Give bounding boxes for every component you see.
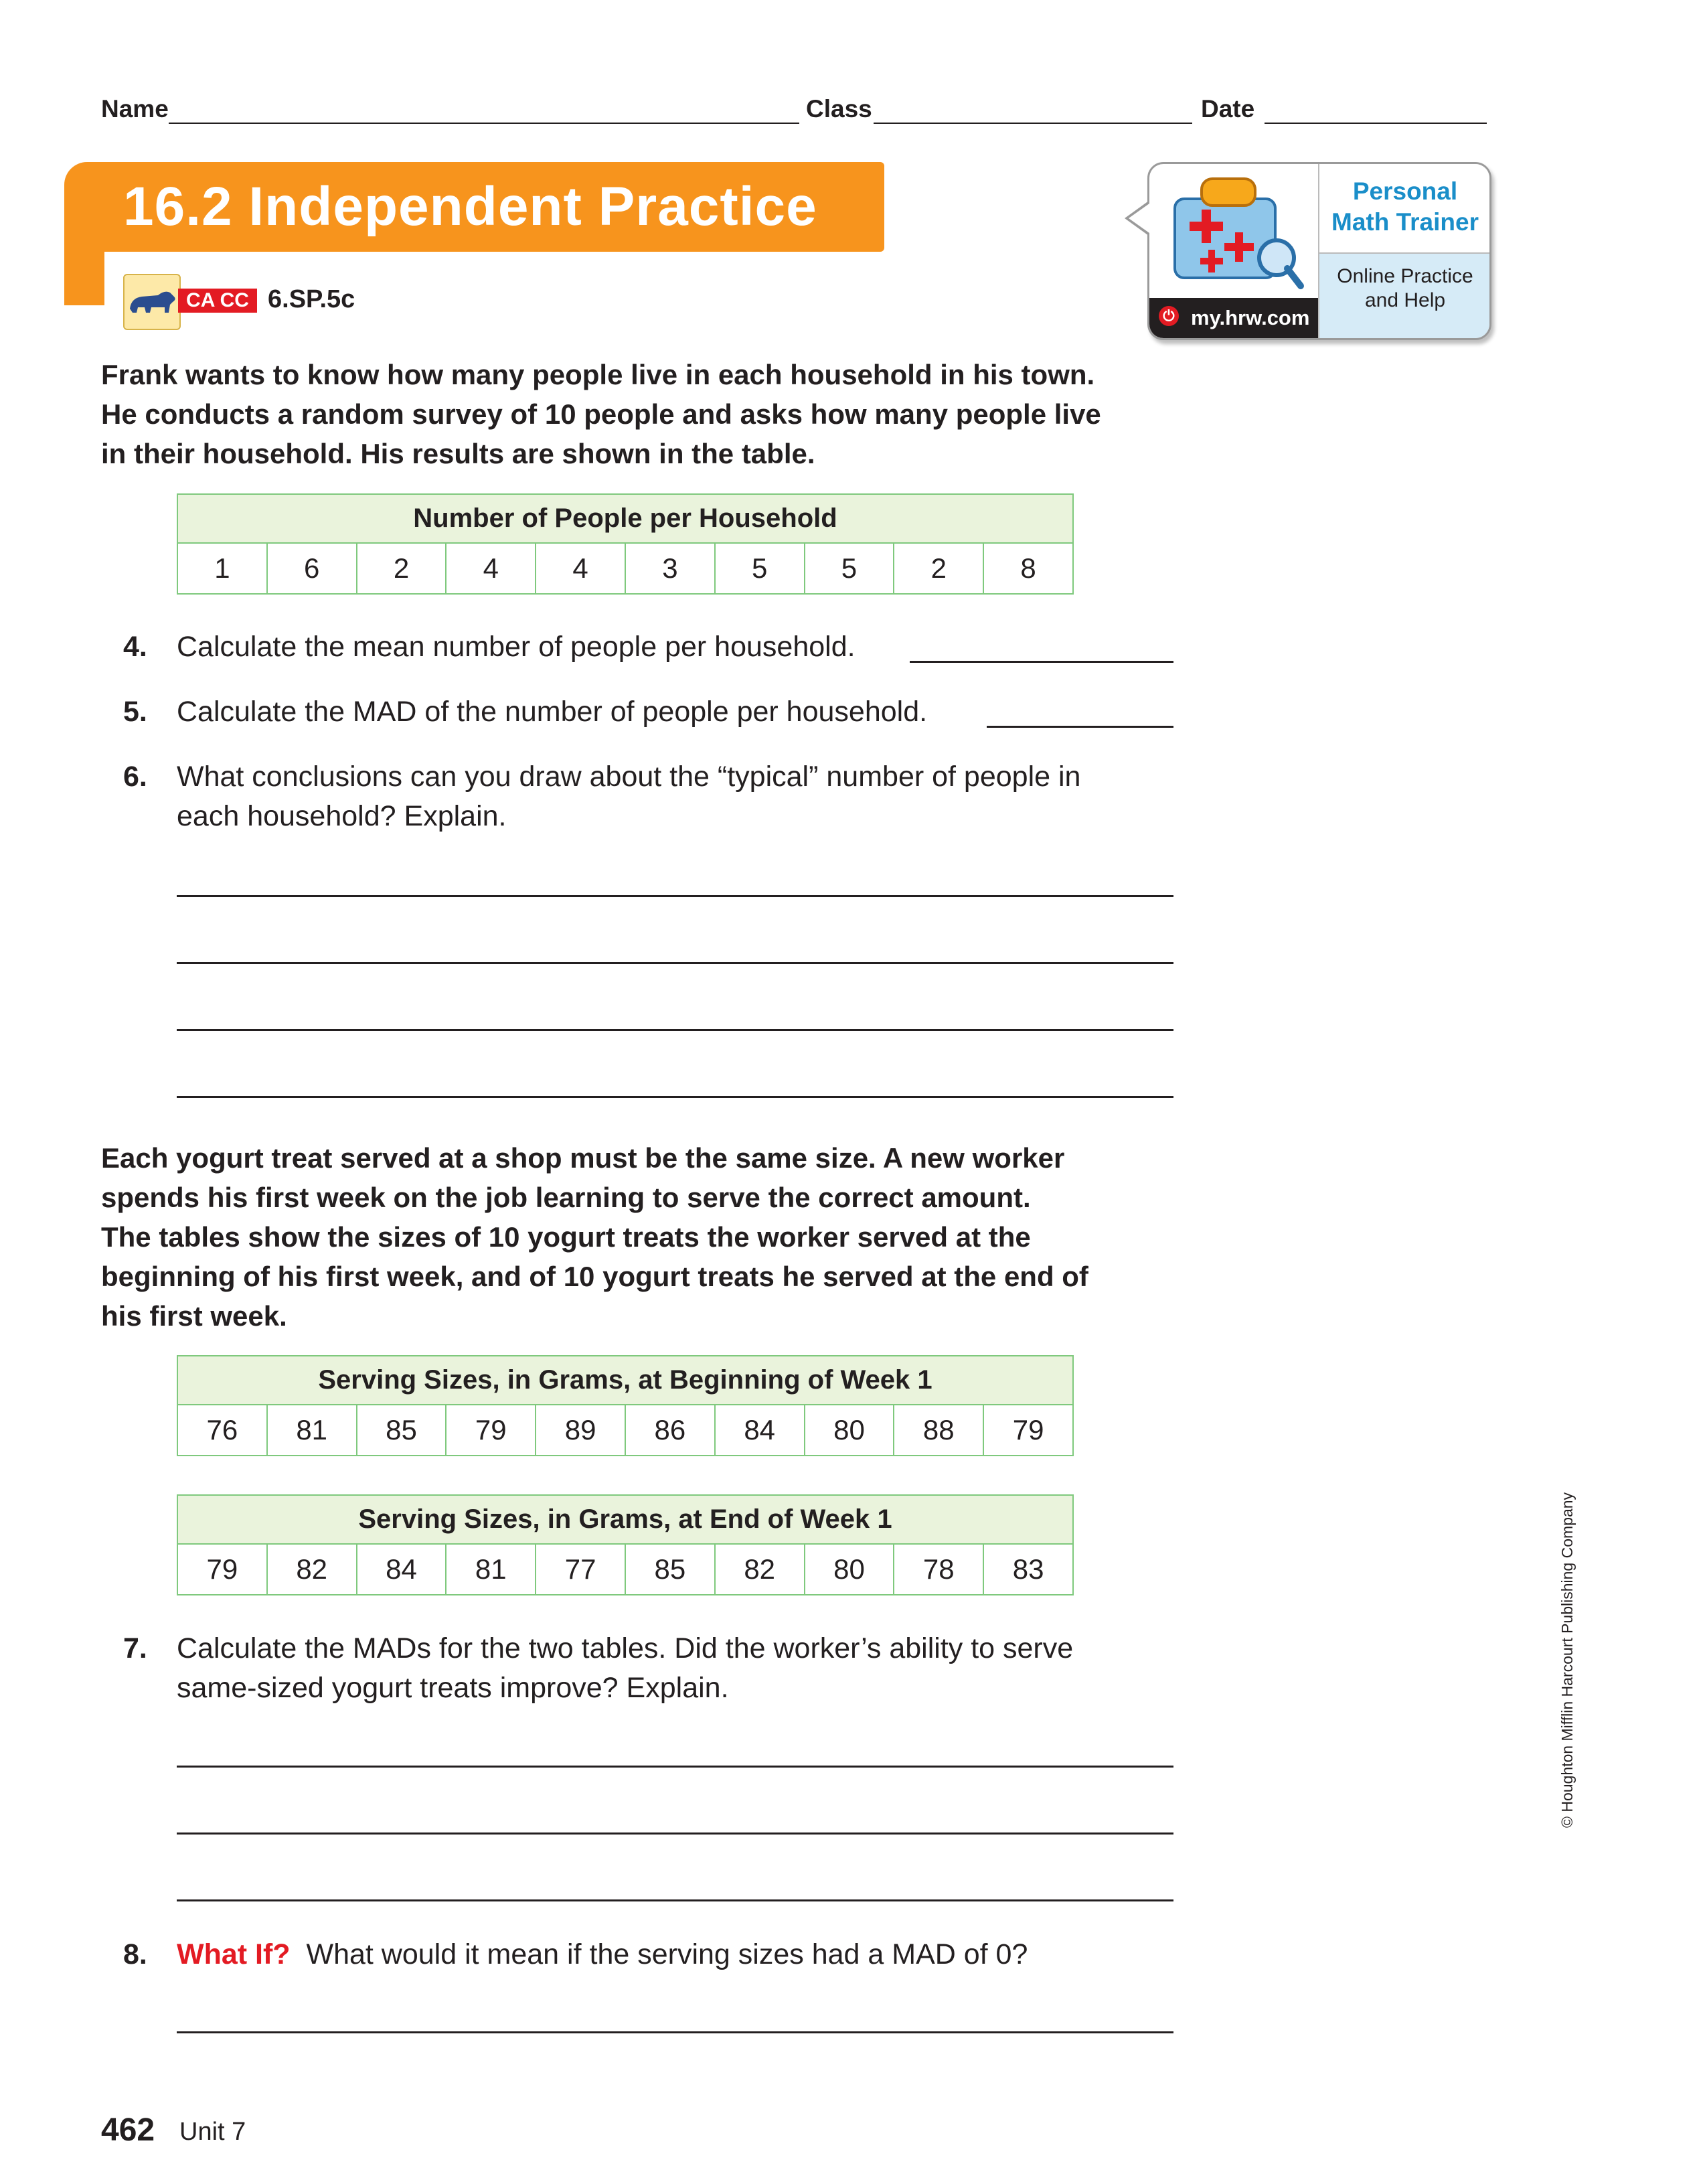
table-cell: 8 — [983, 543, 1073, 594]
answer-line-6b[interactable] — [177, 962, 1173, 964]
trainer-sub-2: and Help — [1364, 289, 1446, 311]
unit-label: Unit 7 — [179, 2118, 246, 2146]
table-cell: 4 — [536, 543, 625, 594]
answer-line-6c[interactable] — [177, 1029, 1173, 1031]
table-cell: 85 — [625, 1544, 715, 1595]
table-cell: 79 — [983, 1405, 1073, 1456]
copyright-notice: © Houghton Mifflin Harcourt Publishing Company — [1558, 1492, 1576, 1828]
answer-line-6d[interactable] — [177, 1096, 1173, 1098]
class-label: Class — [806, 95, 872, 123]
table-cell: 81 — [267, 1405, 357, 1456]
table-cell: 2 — [357, 543, 446, 594]
answer-line-8[interactable] — [177, 2031, 1173, 2033]
table-cell: 86 — [625, 1405, 715, 1456]
table-cell: 82 — [267, 1544, 357, 1595]
question-number: 5. — [123, 696, 147, 728]
answer-line-7c[interactable] — [177, 1899, 1173, 1901]
what-if-label: What If? — [177, 1938, 291, 1970]
table-title: Serving Sizes, in Grams, at End of Week 1 — [177, 1495, 1073, 1544]
first-aid-kit-icon — [1149, 164, 1318, 298]
table-cell: 80 — [805, 1405, 894, 1456]
trainer-url[interactable]: ⏻ my.hrw.com — [1149, 298, 1318, 338]
table-title: Number of People per Household — [177, 494, 1073, 543]
end-week-table — [177, 1494, 1074, 1595]
trainer-sub-1: Online Practice — [1337, 265, 1473, 287]
intro-paragraph-2: Each yogurt treat served at a shop must be the same size. A new worker spends his first week on the job learning to serve the correct amount. The tables show the sizes of 10 yogurt treats the worker served at the beginning of his first week, and of 10 yogurt treats he served at the end of his first week. — [101, 1142, 1088, 1332]
table-cell: 2 — [894, 543, 983, 594]
intro-paragraph-1: Frank wants to know how many people live in each household in his town. He conducts a random survey of 10 people and asks how many people live in their household. His results are shown in the table. — [101, 359, 1101, 469]
answer-line-4[interactable] — [910, 661, 1173, 663]
table-cell: 84 — [357, 1544, 446, 1595]
question-text: Calculate the mean number of people per household. — [177, 631, 856, 663]
table-cell: 84 — [715, 1405, 805, 1456]
power-icon: ⏻ — [1159, 306, 1179, 326]
table-cell: 78 — [894, 1544, 983, 1595]
name-field-line[interactable] — [169, 123, 799, 124]
question-text: same-sized yogurt treats improve? Explain. — [177, 1672, 729, 1704]
beginning-week-table — [177, 1355, 1074, 1456]
table-cell: 89 — [536, 1405, 625, 1456]
question-text: each household? Explain. — [177, 800, 507, 832]
banner-tail — [64, 252, 104, 305]
question-number: 7. — [123, 1632, 147, 1664]
table-cell: 85 — [357, 1405, 446, 1456]
answer-line-6a[interactable] — [177, 895, 1173, 897]
table-cell: 82 — [715, 1544, 805, 1595]
table-cell: 76 — [177, 1405, 267, 1456]
table-title: Serving Sizes, in Grams, at Beginning of Week 1 — [177, 1356, 1073, 1405]
table-cell: 79 — [177, 1544, 267, 1595]
ca-cc-badge: CA CC — [178, 289, 257, 313]
question-text: What would it mean if the serving sizes had a MAD of 0? — [306, 1938, 1028, 1970]
question-number: 6. — [123, 761, 147, 793]
question-number: 8. — [123, 1938, 147, 1970]
answer-line-5[interactable] — [987, 726, 1173, 728]
household-table — [177, 493, 1074, 595]
trainer-title-1: Personal — [1352, 177, 1458, 205]
table-cell: 5 — [715, 543, 805, 594]
date-label: Date — [1201, 95, 1255, 123]
answer-line-7b[interactable] — [177, 1832, 1173, 1835]
page-number: 462 — [101, 2112, 155, 2148]
table-cell: 81 — [446, 1544, 536, 1595]
lesson-title: 16.2 Independent Practice — [123, 176, 817, 237]
table-cell: 5 — [805, 543, 894, 594]
table-cell: 3 — [625, 543, 715, 594]
table-cell: 4 — [446, 543, 536, 594]
table-cell: 6 — [267, 543, 357, 594]
table-cell: 1 — [177, 543, 267, 594]
table-cell: 80 — [805, 1544, 894, 1595]
personal-math-trainer[interactable] — [1147, 162, 1491, 340]
class-field-line[interactable] — [874, 123, 1192, 124]
table-cell: 79 — [446, 1405, 536, 1456]
table-cell: 83 — [983, 1544, 1073, 1595]
name-label: Name — [101, 95, 169, 123]
table-cell: 88 — [894, 1405, 983, 1456]
date-field-line[interactable] — [1265, 123, 1487, 124]
question-text: Calculate the MADs for the two tables. Did the worker’s ability to serve — [177, 1632, 1074, 1664]
table-cell: 77 — [536, 1544, 625, 1595]
question-number: 4. — [123, 631, 147, 663]
question-text: What conclusions can you draw about the “typical” number of people in — [177, 761, 1081, 793]
question-text: Calculate the MAD of the number of people per household. — [177, 696, 928, 728]
standard-code: 6.SP.5c — [268, 285, 355, 313]
bear-icon — [123, 274, 181, 330]
trainer-title-2: Math Trainer — [1331, 208, 1479, 236]
answer-line-7a[interactable] — [177, 1766, 1173, 1768]
